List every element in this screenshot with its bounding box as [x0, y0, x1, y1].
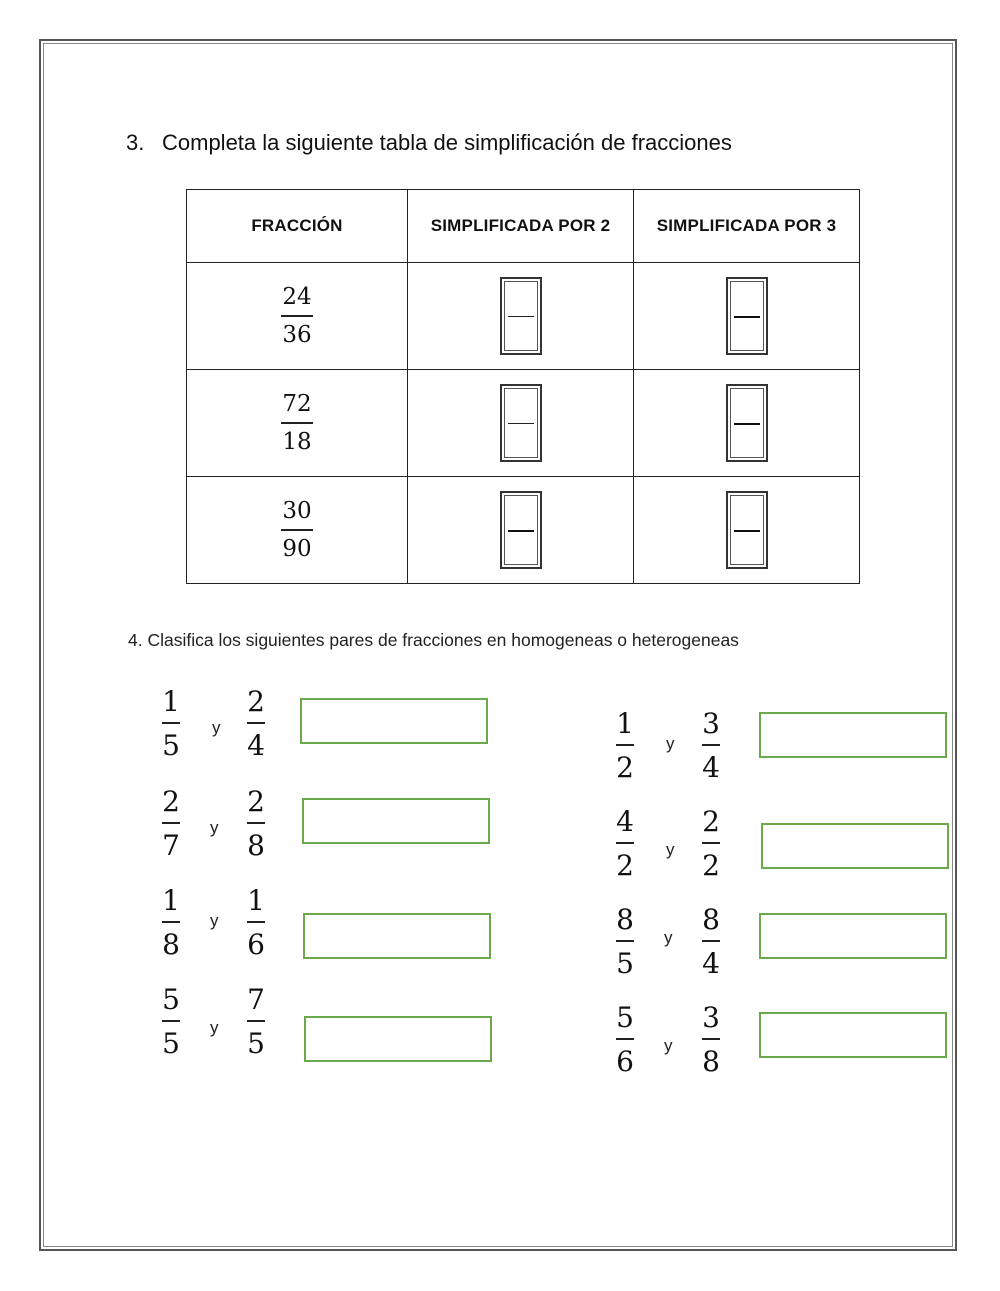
fraction-cell: [187, 263, 408, 370]
question-3-title: [126, 130, 732, 156]
fraction-cell: [187, 477, 408, 584]
fraction-answer-box[interactable]: [500, 384, 542, 462]
table-row: [187, 370, 860, 477]
classification-answer-box[interactable]: [759, 712, 947, 758]
numerator: 7: [247, 983, 265, 1016]
fraction-answer-line: [734, 530, 760, 532]
fraction-pair: [616, 707, 736, 790]
fraction-bar: [616, 842, 634, 844]
fraction-answer-line: [508, 423, 534, 424]
fraction-answer-box[interactable]: [726, 277, 768, 355]
question-3-number: 3.: [126, 130, 145, 155]
denominator: 8: [162, 928, 180, 961]
fraction-bar: [162, 722, 180, 724]
connector-y: y: [210, 1018, 219, 1037]
denominator: 6: [247, 928, 265, 961]
fraction-answer-box[interactable]: [726, 491, 768, 569]
numerator: 3: [702, 1001, 720, 1034]
denominator: 5: [162, 1027, 180, 1060]
fraction: [247, 884, 265, 961]
header-simplified-by-3: SIMPLIFICADA POR 3: [634, 190, 860, 263]
numerator: 2: [702, 805, 720, 838]
fraction-bar: [162, 921, 180, 923]
fraction-bar: [281, 315, 313, 317]
fraction-answer-line: [734, 316, 760, 318]
table-row: [187, 263, 860, 370]
connector-y: y: [212, 718, 221, 737]
denominator: 4: [247, 729, 265, 762]
fraction: [702, 903, 720, 980]
fraction-bar: [247, 722, 265, 724]
fraction-bar: [616, 940, 634, 942]
numerator: 1: [616, 707, 634, 740]
fraction-pair: [616, 903, 736, 986]
fraction-bar: [702, 744, 720, 746]
fraction: [702, 1001, 720, 1078]
fraction-bar: [281, 529, 313, 531]
fraction-answer-line: [734, 423, 760, 425]
fraction-bar: [162, 1020, 180, 1022]
question-3-text: Completa la siguiente tabla de simplificación de fracciones: [162, 130, 732, 155]
denominator: 2: [616, 849, 634, 882]
fraction-bar: [702, 1038, 720, 1040]
fraction-pair: [616, 1001, 736, 1084]
connector-y: y: [666, 734, 675, 753]
numerator: 3: [702, 707, 720, 740]
denominator: 36: [282, 321, 312, 348]
fraction: [281, 283, 313, 348]
fraction: [616, 707, 634, 784]
denominator: 6: [616, 1045, 634, 1078]
denominator: 18: [282, 428, 312, 455]
answer-cell-by-3: [634, 370, 860, 477]
fraction: [162, 785, 180, 862]
answer-cell-by-3: [634, 477, 860, 584]
fraction-answer-line: [508, 316, 534, 317]
numerator: 30: [282, 497, 312, 524]
answer-cell-by-2: [408, 263, 634, 370]
classification-answer-box[interactable]: [304, 1016, 492, 1062]
denominator: 90: [282, 535, 312, 562]
fraction-bar: [616, 1038, 634, 1040]
denominator: 8: [702, 1045, 720, 1078]
table-header-row: [187, 190, 860, 263]
numerator: 1: [162, 884, 180, 917]
fraction: [702, 805, 720, 882]
numerator: 2: [247, 785, 265, 818]
denominator: 2: [616, 751, 634, 784]
fraction-bar: [247, 1020, 265, 1022]
fraction-answer-box[interactable]: [500, 277, 542, 355]
denominator: 7: [162, 829, 180, 862]
numerator: 2: [247, 685, 265, 718]
fraction-bar: [162, 822, 180, 824]
denominator: 2: [702, 849, 720, 882]
fraction-bar: [247, 822, 265, 824]
answer-cell-by-2: [408, 370, 634, 477]
connector-y: y: [210, 818, 219, 837]
connector-y: y: [666, 840, 675, 859]
connector-y: y: [664, 928, 673, 947]
header-simplified-by-2: SIMPLIFICADA POR 2: [408, 190, 634, 263]
fraction: [616, 1001, 634, 1078]
header-fraction: FRACCIÓN: [187, 190, 408, 263]
fraction: [616, 903, 634, 980]
numerator: 24: [282, 283, 312, 310]
fraction-cell: [187, 370, 408, 477]
numerator: 5: [162, 983, 180, 1016]
fraction-bar: [281, 422, 313, 424]
denominator: 5: [162, 729, 180, 762]
denominator: 4: [702, 751, 720, 784]
numerator: 5: [616, 1001, 634, 1034]
fraction: [162, 983, 180, 1060]
answer-cell-by-3: [634, 263, 860, 370]
fraction-bar: [616, 744, 634, 746]
numerator: 2: [162, 785, 180, 818]
numerator: 8: [702, 903, 720, 936]
fraction: [702, 707, 720, 784]
denominator: 5: [616, 947, 634, 980]
numerator: 1: [247, 884, 265, 917]
classification-answer-box[interactable]: [300, 698, 488, 744]
fraction: [616, 805, 634, 882]
fraction: [281, 390, 313, 455]
classification-answer-box[interactable]: [759, 1012, 947, 1058]
fraction: [162, 884, 180, 961]
fraction: [162, 685, 180, 762]
numerator: 8: [616, 903, 634, 936]
fraction-bar: [702, 842, 720, 844]
numerator: 4: [616, 805, 634, 838]
question-4-title: 4. Clasifica los siguientes pares de fracciones en homogeneas o heterogeneas: [128, 630, 739, 650]
classification-answer-box[interactable]: [303, 913, 491, 959]
numerator: 1: [162, 685, 180, 718]
classification-answer-box[interactable]: [759, 913, 947, 959]
fraction-bar: [702, 940, 720, 942]
fraction: [247, 785, 265, 862]
classification-answer-box[interactable]: [761, 823, 949, 869]
fraction: [247, 685, 265, 762]
fraction: [247, 983, 265, 1060]
numerator: 72: [282, 390, 312, 417]
fraction-answer-box[interactable]: [726, 384, 768, 462]
connector-y: y: [210, 911, 219, 930]
denominator: 5: [247, 1027, 265, 1060]
classification-answer-box[interactable]: [302, 798, 490, 844]
denominator: 8: [247, 829, 265, 862]
fraction-answer-line: [508, 530, 534, 532]
answer-cell-by-2: [408, 477, 634, 584]
table-row: [187, 477, 860, 584]
connector-y: y: [664, 1036, 673, 1055]
denominator: 4: [702, 947, 720, 980]
simplification-table: [186, 189, 860, 584]
fraction-answer-box[interactable]: [500, 491, 542, 569]
fraction-bar: [247, 921, 265, 923]
fraction-pair: [616, 805, 736, 888]
fraction: [281, 497, 313, 562]
